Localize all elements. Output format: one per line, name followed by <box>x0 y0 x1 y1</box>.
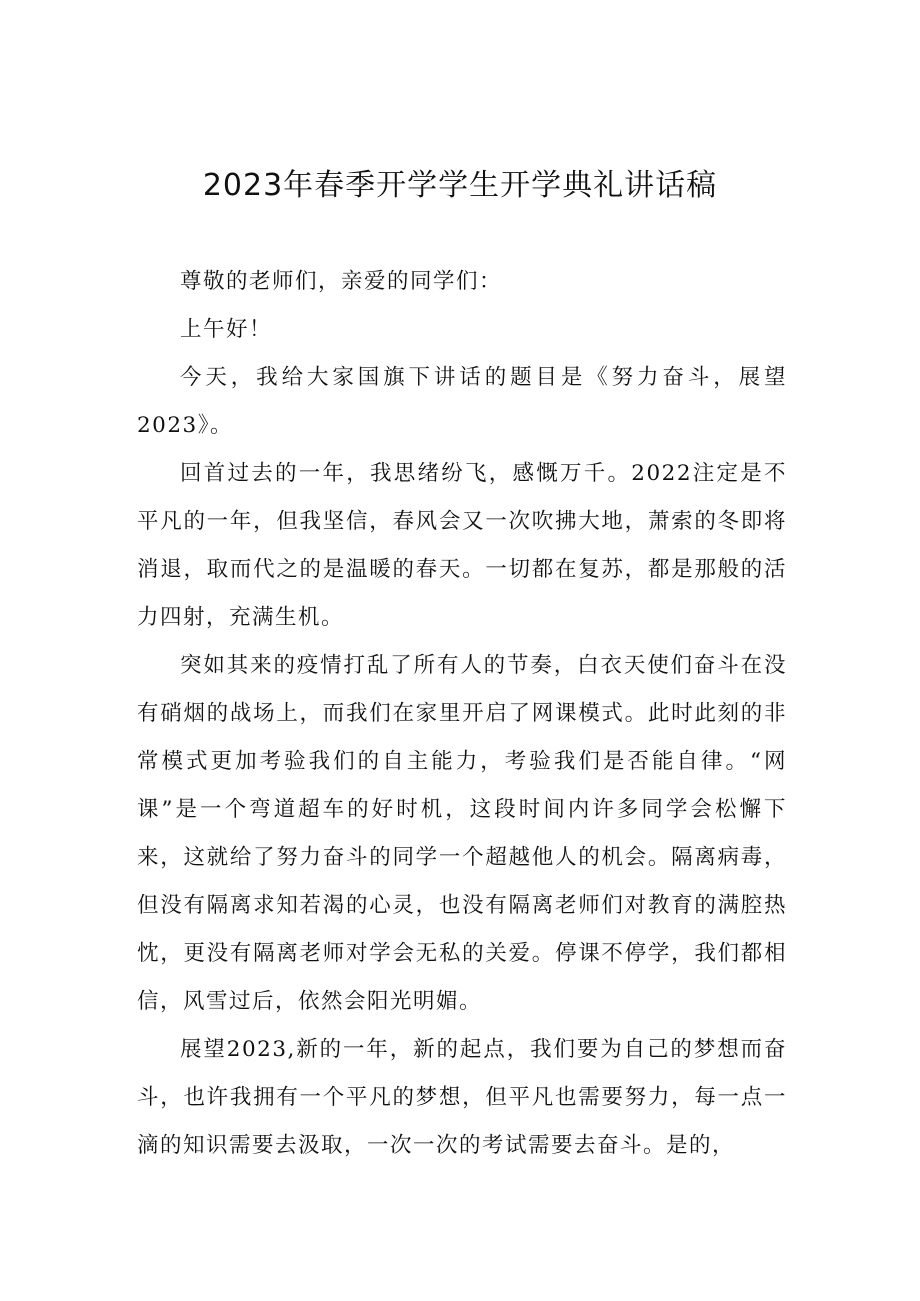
document-body <box>137 258 787 1170</box>
salutation-paragraph: 尊敬的老师们，亲爱的同学们： <box>180 269 503 294</box>
document-title: 2023年春季开学学生开学典礼讲话稿 <box>202 168 718 203</box>
pandemic-paragraph: 突如其来的疫情打乱了所有人的节奏，白衣天使们奋斗在没有硝烟的战场上，而我们在家里开启了网课模式。此时此刻的非常模式更加考验我们的自主能力，考验我们是否能自律。“网课”是一个弯道超车的好时机，这段时间内许多同学会松懈下来，这就给了努力奋斗的同学一个超越他人的机会。隔离病毒，但没有隔离求知若渴的心灵，也没有隔离老师们对教育的满腔热忱，更没有隔离老师对学会无私的关爱。停课不停学，我们都相信，风雪过后，依然会阳光明媚。 <box>137 653 787 1014</box>
review-paragraph: 回首过去的一年，我思绪纷飞，感慨万千。2022注定是不平凡的一年，但我坚信，春风会又一次吹拂大地，萧索的冬即将消退，取而代之的是温暖的春天。一切都在复苏，都是那般的活力四射，充满生机。 <box>137 461 787 630</box>
greeting-paragraph: 上午好！ <box>180 317 273 342</box>
topic-paragraph: 今天，我给大家国旗下讲话的题目是《努力奋斗，展望2023》。 <box>137 365 787 438</box>
outlook-paragraph: 展望2023,新的一年，新的起点，我们要为自己的梦想而奋斗，也许我拥有一个平凡的梦想，但平凡也需要努力，每一点一滴的知识需要去汲取，一次一次的考试需要去奋斗。是的， <box>137 1037 787 1158</box>
